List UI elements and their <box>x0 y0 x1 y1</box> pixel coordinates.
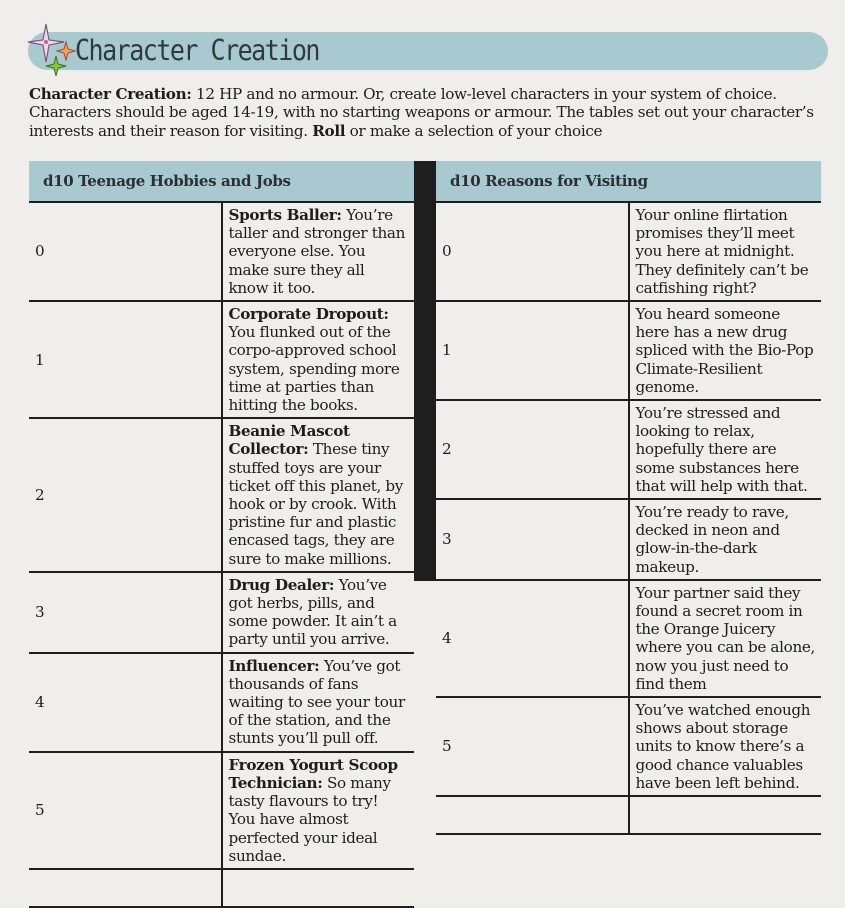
table-divider <box>414 161 436 581</box>
intro-text-end: or make a selection of your choice <box>345 121 603 140</box>
roll-number: 3 <box>436 499 629 580</box>
table-row <box>29 202 414 301</box>
hobby-entry <box>222 202 415 301</box>
roll-word: Roll <box>312 121 346 140</box>
hobby-entry <box>222 572 415 653</box>
page-title: Character Creation <box>75 33 319 68</box>
table-row-partial <box>436 796 821 834</box>
intro-label: Character Creation: <box>29 85 192 103</box>
hobby-text: You’ve got thousands of fans waiting to see your tour of the station, and the stunts you’ll pull off. <box>228 656 405 748</box>
reason-text: You heard someone here has a new drug spliced with the Bio-Pop Climate-Resilient genome. <box>629 301 822 400</box>
intro-paragraph <box>29 85 819 140</box>
table-row <box>436 697 821 796</box>
table-row <box>29 653 414 752</box>
reason-text: You’ve watched enough shows about storage units to know there’s a good chance valuables have been left behind. <box>629 697 822 796</box>
roll-number: 5 <box>436 697 629 796</box>
table-row <box>29 572 414 653</box>
hobbies-table <box>29 161 414 908</box>
hobby-title: Beanie Mascot Collector: <box>228 422 350 459</box>
table-row-partial <box>29 869 414 907</box>
hobby-title: Influencer: <box>228 656 320 675</box>
reason-text: Your online flirtation promises they’ll meet you here at midnight. They definitely can’t be catfishing right? <box>629 202 822 301</box>
hobbies-header: d10 Teenage Hobbies and Jobs <box>29 161 414 202</box>
reason-text: You’re ready to rave, decked in neon and glow-in-the-dark makeup. <box>629 499 822 580</box>
roll-number: 4 <box>436 580 629 697</box>
hobby-text: So many tasty flavours to try! You have almost perfected your ideal sundae. <box>228 773 391 865</box>
table-row <box>29 418 414 572</box>
hobby-entry <box>222 752 415 869</box>
table-row <box>436 580 821 697</box>
hobby-entry <box>222 301 415 418</box>
roll-number: 2 <box>436 400 629 499</box>
hobby-entry <box>222 418 415 572</box>
roll-number: 2 <box>29 418 222 572</box>
hobby-title: Drug Dealer: <box>228 575 335 594</box>
hobby-text: You flunked out of the corpo-approved school system, spending more time at parties than hitting the books. <box>228 323 400 415</box>
hobby-entry <box>222 653 415 752</box>
hobby-text: These tiny stuffed toys are your ticket off this planet, by hook or by crook. With pristine fur and plastic encased tags, they are sure to make millions. <box>228 440 404 568</box>
hobby-title: Frozen Yogurt Scoop Technician: <box>228 755 398 792</box>
hobby-text: You’ve got herbs, pills, and some powder. It ain’t a party until you arrive. <box>228 575 397 649</box>
roll-number: 0 <box>436 202 629 301</box>
roll-number: 1 <box>436 301 629 400</box>
roll-number: 3 <box>29 572 222 653</box>
table-row <box>436 202 821 301</box>
roll-number: 0 <box>29 202 222 301</box>
hobby-title: Corporate Dropout: <box>228 305 389 324</box>
reason-text: You’re stressed and looking to relax, hopefully there are some substances here that will help with that. <box>629 400 822 499</box>
roll-number: 1 <box>29 301 222 418</box>
table-row <box>436 499 821 580</box>
reasons-table <box>436 161 821 835</box>
table-row <box>436 301 821 400</box>
hobby-text: You’re taller and stronger than everyone else. You make sure they all know it too. <box>228 206 406 297</box>
roll-number: 5 <box>29 752 222 869</box>
reason-text: Your partner said they found a secret room in the Orange Juicery where you can be alone, now you just need to find them <box>629 580 822 697</box>
table-row <box>29 301 414 418</box>
sparkle-star-icon <box>26 20 82 76</box>
table-row <box>436 400 821 499</box>
table-row <box>29 752 414 869</box>
roll-number: 4 <box>29 653 222 752</box>
intro-text: 12 HP and no armour. Or, create low-level characters in your system of choice. Characters should be aged 14-19, with no starting weapons or armour. The tables set out your character’s interests and their reason for visiting. <box>29 85 814 140</box>
reasons-header: d10 Reasons for Visiting <box>436 161 821 202</box>
hobby-title: Sports Baller: <box>228 206 342 224</box>
